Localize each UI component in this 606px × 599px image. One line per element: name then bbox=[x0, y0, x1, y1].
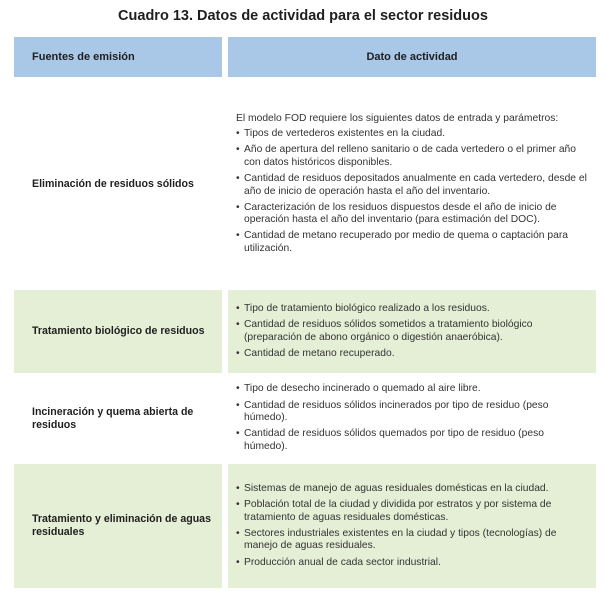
activity-list bbox=[236, 383, 588, 453]
list-item-text: Caracterización de los residuos dispuestos desde el año de inicio de operación hasta el año del inventario (para estimación del DOC). bbox=[244, 201, 557, 226]
row-source-biological-treatment: Tratamiento biológico de residuos bbox=[14, 290, 222, 373]
list-item: • Cantidad de residuos sólidos sometidos a tratamiento biológico (preparación de abono orgánico o digestión anaeróbica). bbox=[236, 318, 533, 343]
list-item-text: Cantidad de metano recuperado por medio de quema o captación para utilización. bbox=[244, 230, 568, 255]
table-title: Cuadro 13. Datos de actividad para el sector residuos bbox=[118, 8, 488, 24]
list-item: • Población total de la ciudad y dividida por estratos y por sistema de tratamiento de aguas residuales domésticas. bbox=[236, 499, 552, 523]
row-intro: El modelo FOD requiere los siguientes datos de entrada y parámetros: bbox=[236, 113, 559, 125]
row-source-solid-waste: Eliminación de residuos sólidos bbox=[32, 178, 194, 190]
row-source-wastewater: Tratamiento y eliminación de aguas residuales bbox=[14, 464, 222, 588]
list-item: • Caracterización de los residuos dispuestos desde el año de inicio de operación hasta el año del inventario (para estimación del DOC). bbox=[236, 201, 557, 226]
list-item-text: Población total de la ciudad y dividida por estratos y por sistema de tratamiento de aguas residuales domésticas. bbox=[244, 499, 552, 523]
list-item-text: Cantidad de residuos depositados anualmente en cada vertedero, desde el año de inicio de operación hasta el año del inventario. bbox=[244, 172, 587, 197]
list-item: • Cantidad de residuos depositados anualmente en cada vertedero, desde el año de inicio de operación hasta el año del inventario. bbox=[236, 172, 587, 197]
list-item-text: Cantidad de residuos sólidos incinerados por tipo de residuo (peso húmedo). bbox=[244, 399, 549, 424]
list-item: • Tipo de desecho incinerado o quemado al aire libre. bbox=[236, 383, 481, 395]
row-data-incineration bbox=[228, 377, 596, 460]
list-item: • Cantidad de residuos sólidos incinerados por tipo de residuo (peso húmedo). bbox=[236, 399, 549, 424]
list-item: • Sectores industriales existentes en la ciudad y tipos (tecnologías) de manejo de aguas residuales. bbox=[236, 527, 557, 552]
list-item-text: Sistemas de manejo de aguas residuales domésticas en la ciudad. bbox=[244, 482, 549, 494]
list-item-text: Cantidad de metano recuperado. bbox=[244, 347, 395, 359]
list-item-text: Tipos de vertederos existentes en la ciudad. bbox=[244, 127, 446, 139]
list-item-text: Cantidad de residuos sólidos quemados por tipo de residuo (peso húmedo). bbox=[244, 428, 544, 452]
list-item: • Cantidad de metano recuperado. bbox=[236, 347, 395, 359]
list-item: • Año de apertura del relleno sanitario o de cada vertedero o el primer año con datos históricos disponibles. bbox=[236, 144, 576, 168]
list-item-text: Cantidad de residuos sólidos sometidos a tratamiento biológico (preparación de abono orgánico o digestión anaeróbica). bbox=[244, 318, 533, 343]
list-item: • Cantidad de metano recuperado por medio de quema o captación para utilización. bbox=[236, 230, 568, 255]
row-data-solid-waste bbox=[228, 86, 596, 283]
row-data-wastewater bbox=[228, 464, 596, 588]
activity-list bbox=[236, 303, 588, 361]
list-item: • Tipo de tratamiento biológico realizado a los residuos. bbox=[236, 302, 490, 314]
row-data-biological-treatment bbox=[228, 290, 596, 373]
header-emission-sources: Fuentes de emisión bbox=[14, 37, 222, 77]
list-item: • Cantidad de residuos sólidos quemados por tipo de residuo (peso húmedo). bbox=[236, 428, 544, 452]
header-activity-data: Dato de actividad bbox=[228, 37, 596, 77]
activity-list bbox=[236, 483, 588, 569]
list-item-text: Tipo de desecho incinerado o quemado al aire libre. bbox=[244, 383, 481, 395]
row-source-incineration: Incineración y quema abierta de residuos bbox=[32, 405, 194, 431]
list-item: • Producción anual de cada sector industrial. bbox=[236, 556, 441, 568]
list-item: • Sistemas de manejo de aguas residuales domésticas en la ciudad. bbox=[236, 482, 549, 494]
list-item-text: Tipo de tratamiento biológico realizado a los residuos. bbox=[244, 302, 490, 314]
list-item-text: Producción anual de cada sector industrial. bbox=[244, 556, 441, 568]
activity-list bbox=[236, 128, 588, 256]
list-item: • Tipos de vertederos existentes en la ciudad. bbox=[236, 127, 446, 139]
list-item-text: Año de apertura del relleno sanitario o de cada vertedero o el primer año con datos históricos disponibles. bbox=[244, 144, 576, 168]
list-item-text: Sectores industriales existentes en la ciudad y tipos (tecnologías) de manejo de aguas residuales. bbox=[244, 527, 557, 552]
